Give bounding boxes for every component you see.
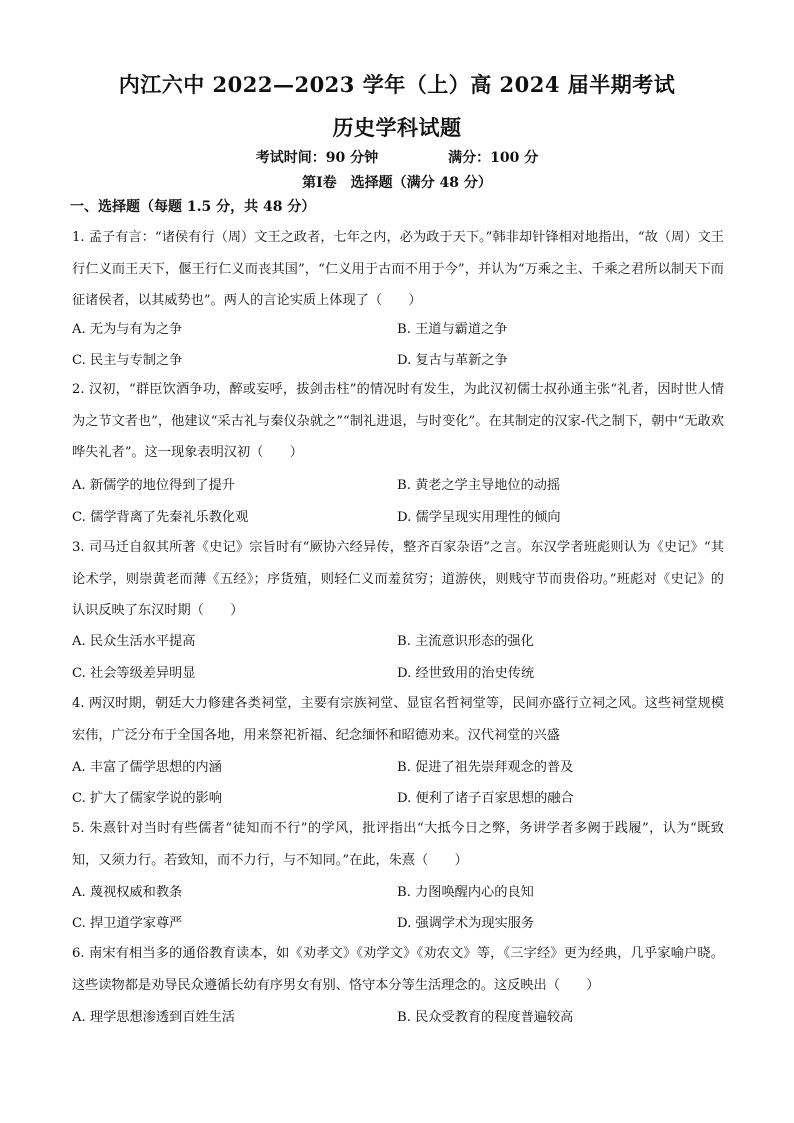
question-1-stem: 1. 孟子有言：“诸侯有行（周）文王之政者，七年之内，必为政于天下。”韩非却针锋相对地指出，“故（周）文王行仁义而王天下，偃王行仁义而丧其国”，“仁义用于古而不用于今”，并认为“万乘之主、千乘之君所以制天下而征诸侯者，以其威势也”。两人的言论实质上体现了（ ） — [72, 230, 724, 308]
question-6-option-a: A. 理学思想渗透到百姓生活 — [72, 1010, 235, 1025]
question-2-stem: 2. 汉初，“群臣饮酒争功，醉或妄呼，拔剑击柱”的情况时有发生，为此汉初儒士叔孙通主张“礼者，因时世人情为之节文者也”，他建议“采古礼与秦仪杂就之”“制礼进退，与时变化”。在其制定的汉家-代之制下，朝中“无敢欢哗失礼者”。这一现象表明汉初（ ） — [72, 382, 724, 460]
question-3-option-c: C. 社会等级差异明显 — [72, 666, 196, 681]
question-4-option-a: A. 丰富了儒学思想的内涵 — [72, 760, 222, 775]
question-1-option-b: B. 王道与霸道之争 — [397, 322, 508, 337]
question-5-option-a: A. 蔑视权威和教条 — [72, 885, 183, 900]
part-heading: 第Ⅰ卷 选择题（满分 48 分） — [302, 175, 492, 191]
question-1-option-a: A. 无为与有为之争 — [72, 322, 183, 337]
question-5-stem: 5. 朱熹针对当时有些儒者“徒知而不行”的学风，批评指出“大抵今日之弊，务讲学者多阙于践履”，认为“既致知，又须力行。若致知，而不力行，与不知同。”在此，朱熹（ ） — [72, 821, 724, 868]
question-6-stem: 6. 南宋有相当多的通俗教育读本，如《劝孝文》《劝学文》《劝农文》等，《三字经》更为经典，几乎家喻户晓。这些读物都是劝导民众遵循长幼有序男女有别、恪守本分等生活理念的。这反映出（ ） — [72, 946, 724, 993]
question-3-option-b: B. 主流意识形态的强化 — [397, 634, 534, 649]
question-4-option-b: B. 促进了祖先崇拜观念的普及 — [397, 760, 574, 775]
question-2-option-d: D. 儒学呈现实用理性的倾向 — [397, 510, 561, 525]
section-heading: 一、选择题（每题 1.5 分，共 48 分） — [70, 199, 316, 215]
exam-time: 考试时间：90 分钟 — [255, 150, 379, 166]
full-score: 满分：100 分 — [448, 150, 539, 166]
question-5-option-d: D. 强调学术为现实服务 — [397, 916, 535, 931]
question-3-option-d: D. 经世致用的治史传统 — [397, 666, 535, 681]
question-1-option-d: D. 复古与革新之争 — [397, 353, 508, 368]
subject-title: 历史学科试题 — [332, 115, 462, 140]
question-4-option-c: C. 扩大了儒家学说的影响 — [72, 791, 222, 806]
exam-meta — [0, 147, 794, 167]
question-5-option-c: C. 捍卫道学家尊严 — [72, 916, 183, 931]
question-6-option-b: B. 民众受教育的程度普遍较高 — [397, 1010, 574, 1025]
question-3-stem: 3. 司马迁自叙其所著《史记》宗旨时有“厥协六经异传，整齐百家杂语”之言。东汉学者班彪则认为《史记》“其论术学，则崇黄老而薄《五经》；序货殖，则轻仁义而羞贫穷；道游侠，则贱守节而贵俗功。”班彪对《史记》的认识反映了东汉时期（ ） — [72, 540, 724, 618]
question-3-option-a: A. 民众生活水平提高 — [72, 634, 196, 649]
question-5-option-b: B. 力图唤醒内心的良知 — [397, 885, 534, 900]
question-2-option-c: C. 儒学背离了先秦礼乐教化观 — [72, 510, 249, 525]
question-4-option-d: D. 便利了诸子百家思想的融合 — [397, 791, 574, 806]
question-1-option-c: C. 民主与专制之争 — [72, 353, 183, 368]
question-2-option-b: B. 黄老之学主导地位的动摇 — [397, 478, 561, 493]
question-4-stem: 4. 两汉时期，朝廷大力修建各类祠堂，主要有宗族祠堂、显宦名哲祠堂等，民间亦盛行立祠之风。这些祠堂规模宏伟，广泛分布于全国各地，用来祭祀祈福、纪念缅怀和昭德劝来。汉代祠堂的兴盛 — [72, 696, 724, 743]
exam-title: 内江六中 2022—2023 学年（上）高 2024 届半期考试 — [118, 72, 676, 97]
question-2-option-a: A. 新儒学的地位得到了提升 — [72, 478, 235, 493]
